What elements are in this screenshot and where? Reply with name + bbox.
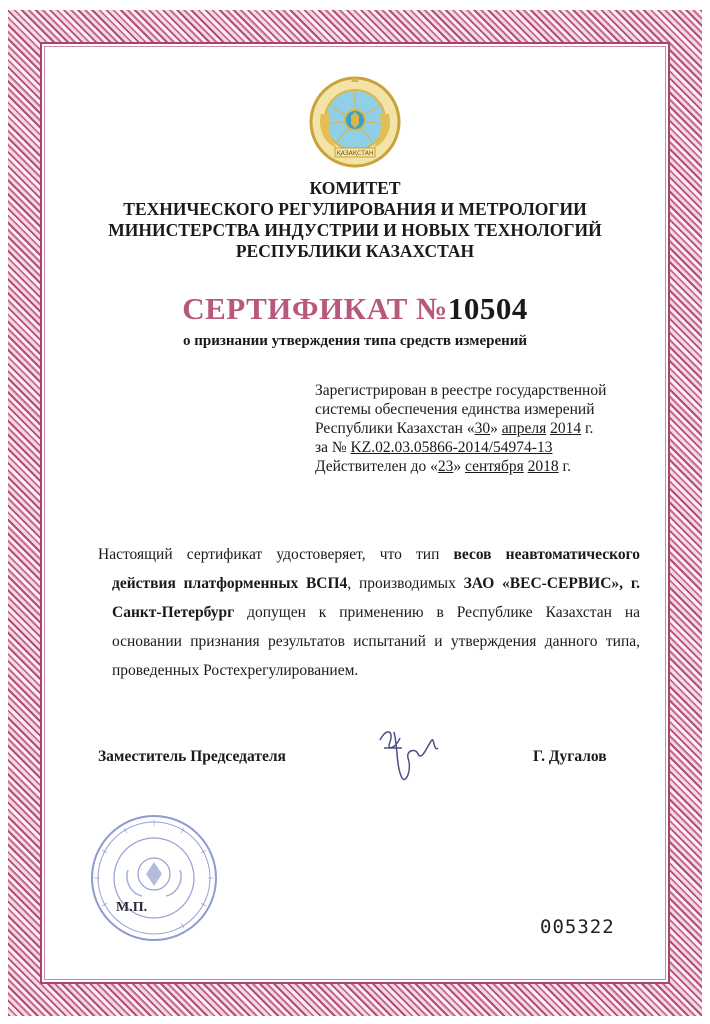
signatory-name: Г. Дугалов — [533, 748, 607, 765]
registration-year: 2014 — [550, 420, 582, 437]
certificate-title — [60, 291, 650, 327]
registration-number: KZ.02.03.05866-2014/54974-13 — [350, 439, 553, 456]
manufacturer: ЗАО «ВЕС-СЕРВИС», г. Санкт-Петербург — [112, 575, 640, 621]
valid-month: сентября — [465, 458, 524, 475]
emblem-text: ҚАЗАҚСТАН — [336, 150, 374, 157]
registry-line: Зарегистрирован в реестре государственной — [315, 382, 607, 399]
instrument-type: весов неавтоматического действия платформенных ВСП4 — [112, 546, 640, 592]
certificate-body: Настоящий сертификат удостоверяет, что тип весов неавтоматического действия платформенных ВСП4, производимых ЗАО «ВЕС-СЕРВИС», г. Санкт-Петербург допущен к применению в Республике Казахстан на основании признания результатов испытаний и утверждения данного типа, проведенных Ростехрегулированием. — [98, 546, 640, 679]
valid-day: 23 — [437, 458, 454, 475]
header-line: МИНИСТЕРСТВА ИНДУСТРИИ И НОВЫХ ТЕХНОЛОГИЙ — [108, 220, 602, 240]
registry-line: за № KZ.02.03.05866-2014/54974-13 — [315, 439, 553, 456]
registry-line: Республики Казахстан «30» апреля 2014 г. — [315, 420, 594, 437]
header-line: ТЕХНИЧЕСКОГО РЕГУЛИРОВАНИЯ И МЕТРОЛОГИИ — [123, 199, 587, 219]
kazakhstan-emblem-icon — [307, 74, 403, 170]
issuer-header — [60, 178, 650, 262]
header-line: РЕСПУБЛИКИ КАЗАХСТАН — [235, 241, 475, 261]
official-seal-stamp — [88, 812, 220, 944]
stamp-place-label: М.П. — [116, 900, 148, 915]
certificate-subtitle: о признании утверждения типа средств измерений — [182, 333, 528, 349]
registry-line: системы обеспечения единства измерений — [315, 401, 595, 418]
registration-day: 30 — [474, 420, 491, 437]
header-line: КОМИТЕТ — [309, 178, 401, 198]
signatory-position: Заместитель Председателя — [98, 748, 286, 765]
certificate-number: 10504 — [447, 291, 528, 326]
valid-year: 2018 — [527, 458, 559, 475]
registration-month: апреля — [501, 420, 547, 437]
certificate-title-text: СЕРТИФИКАТ № — [182, 291, 448, 326]
handwritten-signature — [372, 718, 452, 788]
registry-line: Действителен до «23» сентября 2018 г. — [315, 458, 571, 475]
serial-number: 005322 — [540, 916, 615, 938]
registry-block — [315, 381, 606, 476]
